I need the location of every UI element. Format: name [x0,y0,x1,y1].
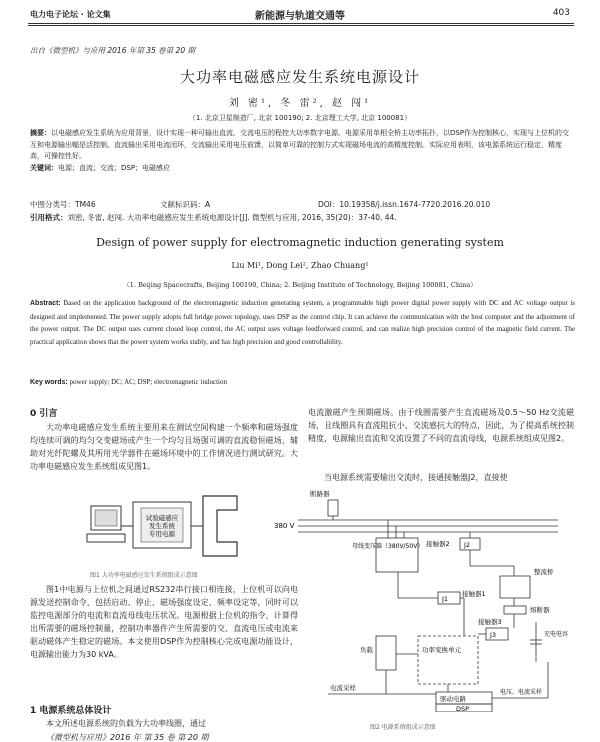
clc-number: 中图分类号：TM46 [30,200,96,209]
column-2-para-1: 电流激磁产生预期磁场。由于线圈需要产生直流磁场及0.5～50 Hz交流磁场，且线圈具有直流阻抗小、交流感抗大的特点，因此，为了提高系统控制精度，电源输出直流和交流设置了不同的直流母线，电源系统组成见图2。 [308,408,574,443]
section-header-title: 新能源与轨道交通等 [255,11,345,22]
section-0-para-1: 大功率电磁感应发生系统主要用来在测试空间构建一个频率和磁场强度均连续可调的均匀交变磁场或产生一个均匀且场强可调的直流稳恒磁场，辅助对光纤陀螺及其所用光学器件在磁场环境中的工作情况进行测试研究。大功率电磁感应发生系统组成见图1。 [30,423,298,471]
fig2-load-label: 负载 [360,646,373,654]
section-1-heading: 1 电源系统总体设计 [30,706,112,716]
section-1-para-1: 本文所述电源系统的负载为大功率线圈，通过 [46,719,206,728]
column-1-para-2: 图1中电源与上位机之间通过RS232串行接口相连接，上位机可以向电源发送控制命令，包括启动、停止、磁场强度设定、频率设定等，同时可以监控电源部分的电流和直流母线电压状况。电源根据上位机的指令，计算得出所需要的磁场控制量，控制功率器件产生所需要的交、直流电压或电流来驱动磁体产生稳定的磁场。本文使用DSP作为控制核心完成电源功能设计，电源输出能力为30 kVA。 [30,585,298,659]
keywords-cn-label: 关键词： [30,163,58,172]
title-cn: 大功率电磁感应发生系统电源设计 [179,68,420,86]
fig2-contactor2-label: 接触器2 [426,540,450,548]
page-number: 403 [552,8,570,18]
doi: DOI：10.19358/j.issn.1674-7720.2016.20.010 [318,200,491,209]
fig2-breaker-label: 断路器 [310,490,330,498]
document-code: 文献标识码：A [160,200,211,209]
fig2-current-sample-label: 电流采样 [330,684,356,692]
column-2-para-2: 当电源系统需要输出交流时，接通接触器J2，直接使 [324,473,508,482]
abstract-en [30,297,575,348]
section-0-heading: 0 引言 [30,409,58,419]
fig2-driver-label: 驱动电路 [440,695,466,703]
power-supply-label: 试验磁感应发生系统专用电源 [145,514,179,538]
abstract-en-label: Abstract: [30,300,61,307]
figure-1-diagram [85,488,240,568]
title-en: Design of power supply for electromagnetic induction generating system [96,236,504,249]
power-conversion-unit [418,636,478,684]
journal-header-left: 电力电子论坛 · 论文集 [30,10,111,19]
citation-label: 引用格式： [30,213,68,222]
affiliation-cn: （1. 北京卫星制造厂, 北京 100190; 2. 北京理工大学, 北京 100081） [188,114,412,122]
affiliation-en: （1. Beijing Spacecrafts, Beijing 100190, China; 2. Beijing Institute of Technology, Beijing 100081, China） [123,281,477,289]
fuse-symbol [504,606,526,614]
citation-text: 刘密, 冬雷, 赵闯. 大功率电磁感应发生系统电源设计[J]. 微型机与应用, 2016, 35(20)：37-40, 44. [67,213,397,222]
abstract-cn [30,128,575,174]
magnet-coil-icon [203,496,237,556]
figure-2-caption: 图2 电源系统组成示意图 [370,724,436,731]
fig2-power-unit-label: 功率变换单元 [422,646,461,654]
source-citation: 出自《微型机》与应用 2016 年第 35 卷第 20 期 [30,46,195,55]
header-rule-thin [28,25,574,26]
rectifier-bridge [500,576,530,598]
abstract-en-text: Based on the application background of the electromagnetic induction generating system, a programmable high power digital power supply with DC and AC voltage output is designed and implemented. The power supply adopts full bridge power topology, uses DSP as the control chip. It can achieve the communication with the host computer and the adjustment of the power output. The DC output uses current closed loop control, the AC output uses voltage feedforward control, and can realize high precision control of the magnetic field current. The practical application shows that the power system works stably, and has high precision and good controllability. [30,299,576,346]
keywords-cn: 电源；直流；交流；DSP；电磁感应 [58,163,171,172]
fig2-j3-label: J3 [490,631,497,639]
journal-footer-cut: 《微型机与应用》2016 年 第 35 卷 第 20 期 [46,733,209,742]
fig2-j1-label: J1 [442,595,449,603]
load-coil [376,636,396,670]
figure-1-caption: 图1 大功率电磁感应发生系统组成示意图 [90,572,198,579]
keywords-en: power supply; DC; AC; DSP; electromagnetic induction [69,378,227,386]
authors-en: Liu Mi¹, Dong Lei², Zhao Chuang¹ [231,261,369,270]
abstract-cn-label: 摘要： [30,129,51,137]
fig2-rectifier-label: 整流桥 [534,568,554,576]
authors-cn: 刘 密¹, 冬 雷², 赵 闯¹ [228,98,372,109]
fig2-transformer-label: 母线变压器（380V/50V） [352,543,424,550]
fig2-contactor1-label: 接触器1 [462,590,486,598]
figure-2-diagram [268,486,574,712]
fig2-j2-label: J2 [464,541,471,549]
fig2-dsp-label: DSP [456,705,470,712]
fig2-fuse-label: 熔断器 [530,606,550,614]
fig2-charge-label: 充电电容 [544,631,569,638]
breaker-symbol [328,500,338,516]
abstract-cn-text: 以电磁感应发生系统为应用背景，设计实现一种可输出直流、交流电压的程控大功率数字电源。电源采用单相全桥主功率拓扑，以DSP作为控制核心，实现与上位机的交互和电源输出幅是活控制。直流输出采用电流闭环，交流输出采用电压前馈，以简单可靠的控制方式实现磁场电流的高精度控制。实际应用表明，该电源系统运行稳定，精度高，可操控性好。 [30,129,570,160]
keywords-en-block [30,378,227,386]
keywords-en-label: Key words: [30,379,68,386]
citation-format [30,212,575,223]
fig2-contactor3-label: 接触器3 [478,618,502,626]
header-rule [28,23,574,24]
keyboard-icon [87,534,125,542]
fig2-vi-sample-label: 电压、电流采样 [500,689,543,696]
fig2-380v-label: 380 V [274,522,295,530]
